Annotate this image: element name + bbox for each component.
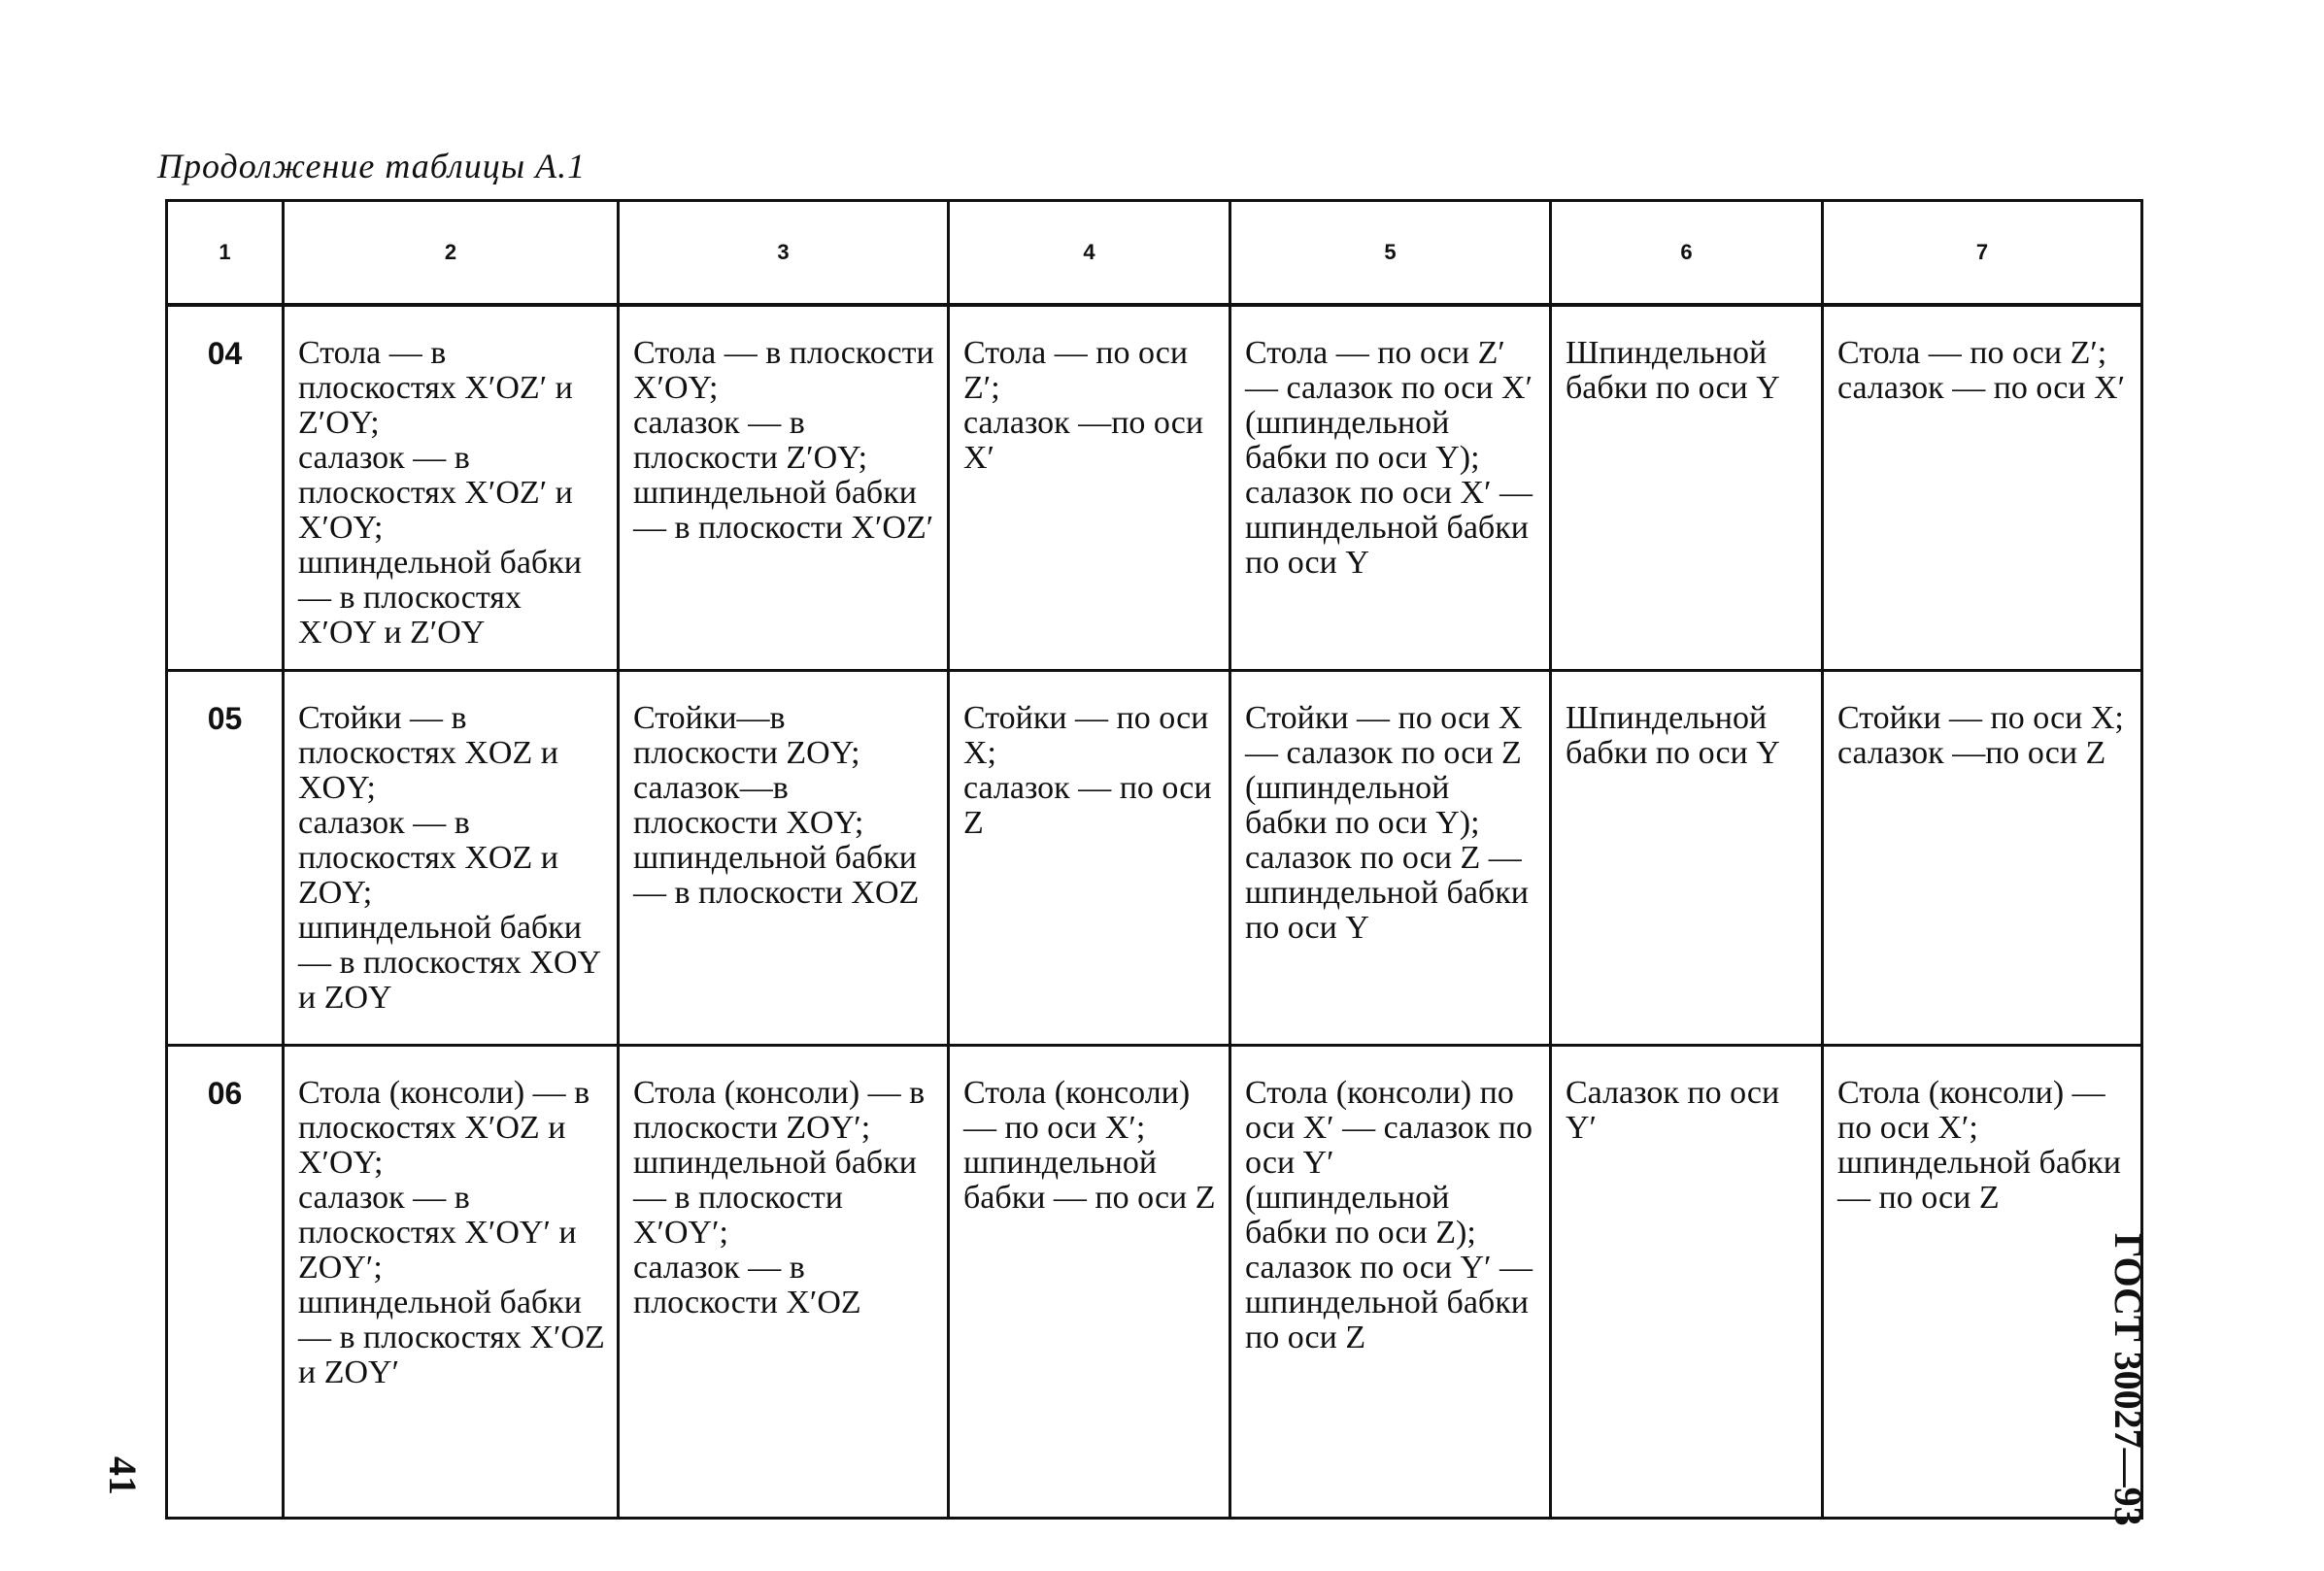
column-number: 2 (284, 201, 619, 306)
column-number: 1 (167, 201, 284, 306)
table-cell: Стола — в плоскостях X′OZ′ и Z′OY; салазок — в плоскостях X′OZ′ и X′OY; шпиндельной бабки — в плоскостях X′OY и Z′OY (284, 305, 619, 671)
table-cell: Стола — по оси Z′; салазок —по оси X′ (949, 305, 1230, 671)
table-cell: Стойки — по оси X; салазок — по оси Z (949, 671, 1230, 1046)
column-number: 3 (619, 201, 949, 306)
table-cell: Шпиндельной бабки по оси Y (1551, 671, 1823, 1046)
row-code: 06 (167, 1046, 284, 1519)
table-caption: Продолжение таблицы А.1 (157, 147, 587, 185)
table-cell: Стойки — в плоскостях XOZ и XOY; салазок — в плоскостях XOZ и ZOY; шпиндельной бабки — в плоскостях XOY и ZOY (284, 671, 619, 1046)
table-row (167, 671, 2142, 1046)
row-code: 04 (167, 305, 284, 671)
table-cell: Стола — в плоскости X′OY; салазок — в плоскости Z′OY; шпиндельной бабки — в плоскости X′OZ′ (619, 305, 949, 671)
standard-designation: ГОСТ 30027—93 (2106, 1233, 2150, 1526)
table-cell: Стола (консоли) — в плоскостях X′OZ и X′OY; салазок — в плоскостях X′OY′ и ZOY′; шпиндельной бабки — в плоскостях X′OZ и ZOY′ (284, 1046, 619, 1519)
table-row (167, 1046, 2142, 1519)
column-number: 5 (1230, 201, 1551, 306)
row-code: 05 (167, 671, 284, 1046)
column-number: 7 (1823, 201, 2142, 306)
table-cell: Шпиндельной бабки по оси Y (1551, 305, 1823, 671)
table-cell: Салазок по оси Y′ (1551, 1046, 1823, 1519)
table-header-row (167, 201, 2142, 306)
column-number: 4 (949, 201, 1230, 306)
table-cell: Стола — по оси Z′ — салазок по оси X′ (шпиндельной бабки по оси Y); салазок по оси X′ — шпиндельной бабки по оси Y (1230, 305, 1551, 671)
table-cell: Стола — по оси Z′; салазок — по оси X′ (1823, 305, 2142, 671)
table-cell: Стола (консоли) по оси X′ — салазок по оси Y′ (шпиндельной бабки по оси Z); салазок по оси Y′ — шпиндельной бабки по оси Z (1230, 1046, 1551, 1519)
table-cell: Стойки — по оси X — салазок по оси Z (шпиндельной бабки по оси Y); салазок по оси Z — шпиндельной бабки по оси Y (1230, 671, 1551, 1046)
data-table (165, 199, 2143, 1520)
table-cell: Стола (консоли) — по оси X′; шпиндельной бабки — по оси Z (1823, 1046, 2142, 1519)
table-cell: Стойки — по оси X; салазок —по оси Z (1823, 671, 2142, 1046)
column-number: 6 (1551, 201, 1823, 306)
table-cell: Стойки—в плоскости ZOY; салазок—в плоскости XOY; шпиндельной бабки — в плоскости XOZ (619, 671, 949, 1046)
table-cell: Стола (консоли) — в плоскости ZOY′; шпиндельной бабки — в плоскости X′OY′; салазок — в плоскости X′OZ (619, 1046, 949, 1519)
page-number: 41 (101, 1456, 145, 1495)
table-row (167, 305, 2142, 671)
table-cell: Стола (консоли) — по оси X′; шпиндельной бабки — по оси Z (949, 1046, 1230, 1519)
